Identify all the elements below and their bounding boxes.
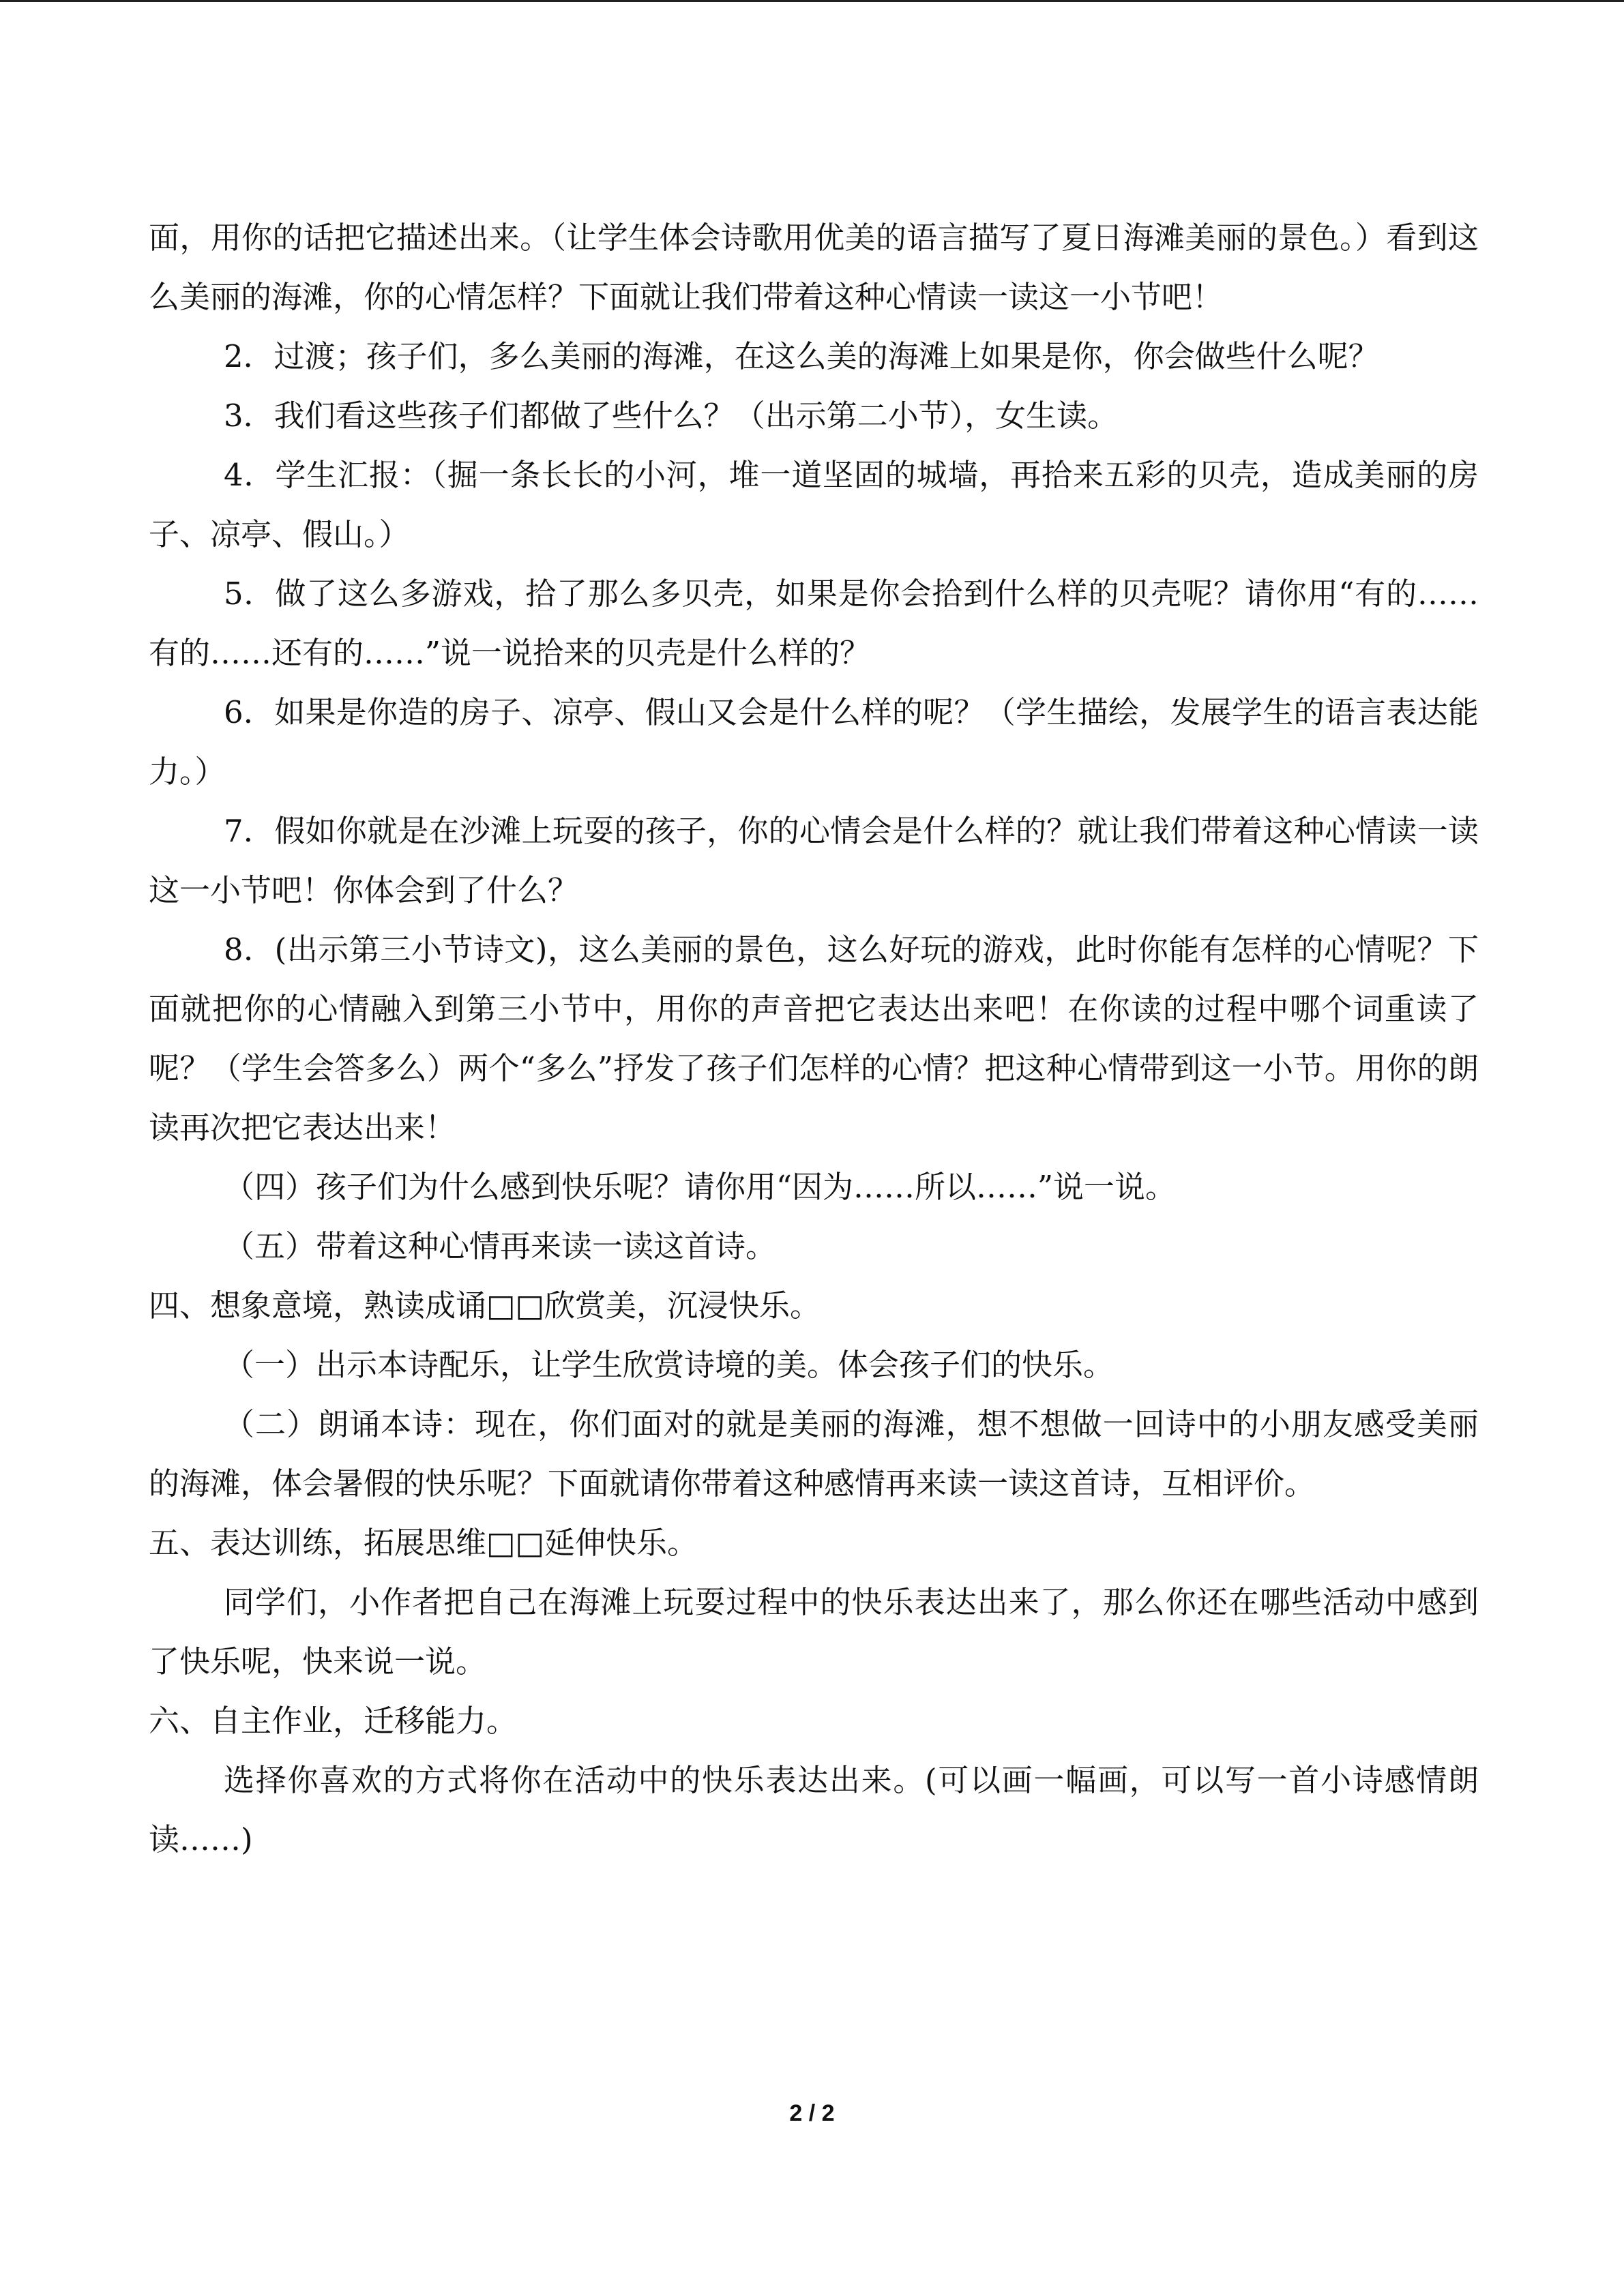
paragraph-2: 2．过渡；孩子们，多么美丽的海滩，在这么美的海滩上如果是你，你会做些什么呢？ — [224, 338, 1379, 374]
section-heading-5: 五、表达训练，拓展思维□□延伸快乐。 — [149, 1525, 698, 1561]
paragraph-3: 3．我们看这些孩子们都做了些什么？（出示第二小节），女生读。 — [224, 398, 1119, 434]
paragraph-10: （五）带着这种心情再来读一读这首诗。 — [224, 1228, 777, 1264]
paragraph-9: （四）孩子们为什么感到快乐呢？请你用“因为……所以……”说一说。 — [224, 1169, 1177, 1205]
paragraph-1: 面，用你的话把它描述出来。（让学生体会诗歌用优美的语言描写了夏日海滩美丽的景色。）看到这么美丽的海滩，你的心情怎样？下面就让我们带着这种心情读一读这一小节吧！ — [149, 220, 1479, 315]
paragraph-12: （一）出示本诗配乐，让学生欣赏诗境的美。体会孩子们的快乐。 — [224, 1347, 1114, 1383]
paragraph-15: 同学们，小作者把自己在海滩上玩耍过程中的快乐表达出来了，那么你还在哪些活动中感到了快乐呢，快来说一说。 — [149, 1584, 1479, 1680]
paragraph-6: 6．如果是你造的房子、凉亭、假山又会是什么样的呢？（学生描绘，发展学生的语言表达能力。） — [149, 694, 1479, 790]
section-heading-6: 六、自主作业，迁移能力。 — [149, 1703, 518, 1739]
top-border-line — [0, 0, 1624, 2]
paragraph-17: 选择你喜欢的方式将你在活动中的快乐表达出来。(可以画一幅画，可以写一首小诗感情朗读……) — [149, 1762, 1479, 1858]
paragraph-7: 7．假如你就是在沙滩上玩耍的孩子，你的心情会是什么样的？就让我们带着这种心情读一读这一小节吧！你体会到了什么？ — [149, 813, 1479, 908]
paragraph-13: （二）朗诵本诗：现在，你们面对的就是美丽的海滩，想不想做一回诗中的小朋友感受美丽的海滩，体会暑假的快乐呢？下面就请你带着这种感情再来读一读这首诗，互相评价。 — [149, 1406, 1479, 1502]
section-heading-4: 四、想象意境，熟读成诵□□欣赏美，沉浸快乐。 — [149, 1287, 821, 1324]
paragraph-4: 4．学生汇报：（掘一条长长的小河，堆一道坚固的城墙，再拾来五彩的贝壳，造成美丽的房子、凉亭、假山。） — [149, 457, 1479, 552]
document-body — [149, 208, 1479, 1869]
paragraph-5: 5．做了这么多游戏，拾了那么多贝壳，如果是你会拾到什么样的贝壳呢？请你用“有的……有的……还有的……”说一说拾来的贝壳是什么样的？ — [149, 576, 1479, 671]
paragraph-8: 8．(出示第三小节诗文)，这么美丽的景色，这么好玩的游戏，此时你能有怎样的心情呢？下面就把你的心情融入到第三小节中，用你的声音把它表达出来吧！在你读的过程中哪个词重读了呢？（学生会答多么）两个“多么”抒发了孩子们怎样的心情？把这种心情带到这一小节。用你的朗读再次把它表达出来！ — [149, 931, 1479, 1146]
page-number: 2 / 2 — [789, 2100, 835, 2126]
